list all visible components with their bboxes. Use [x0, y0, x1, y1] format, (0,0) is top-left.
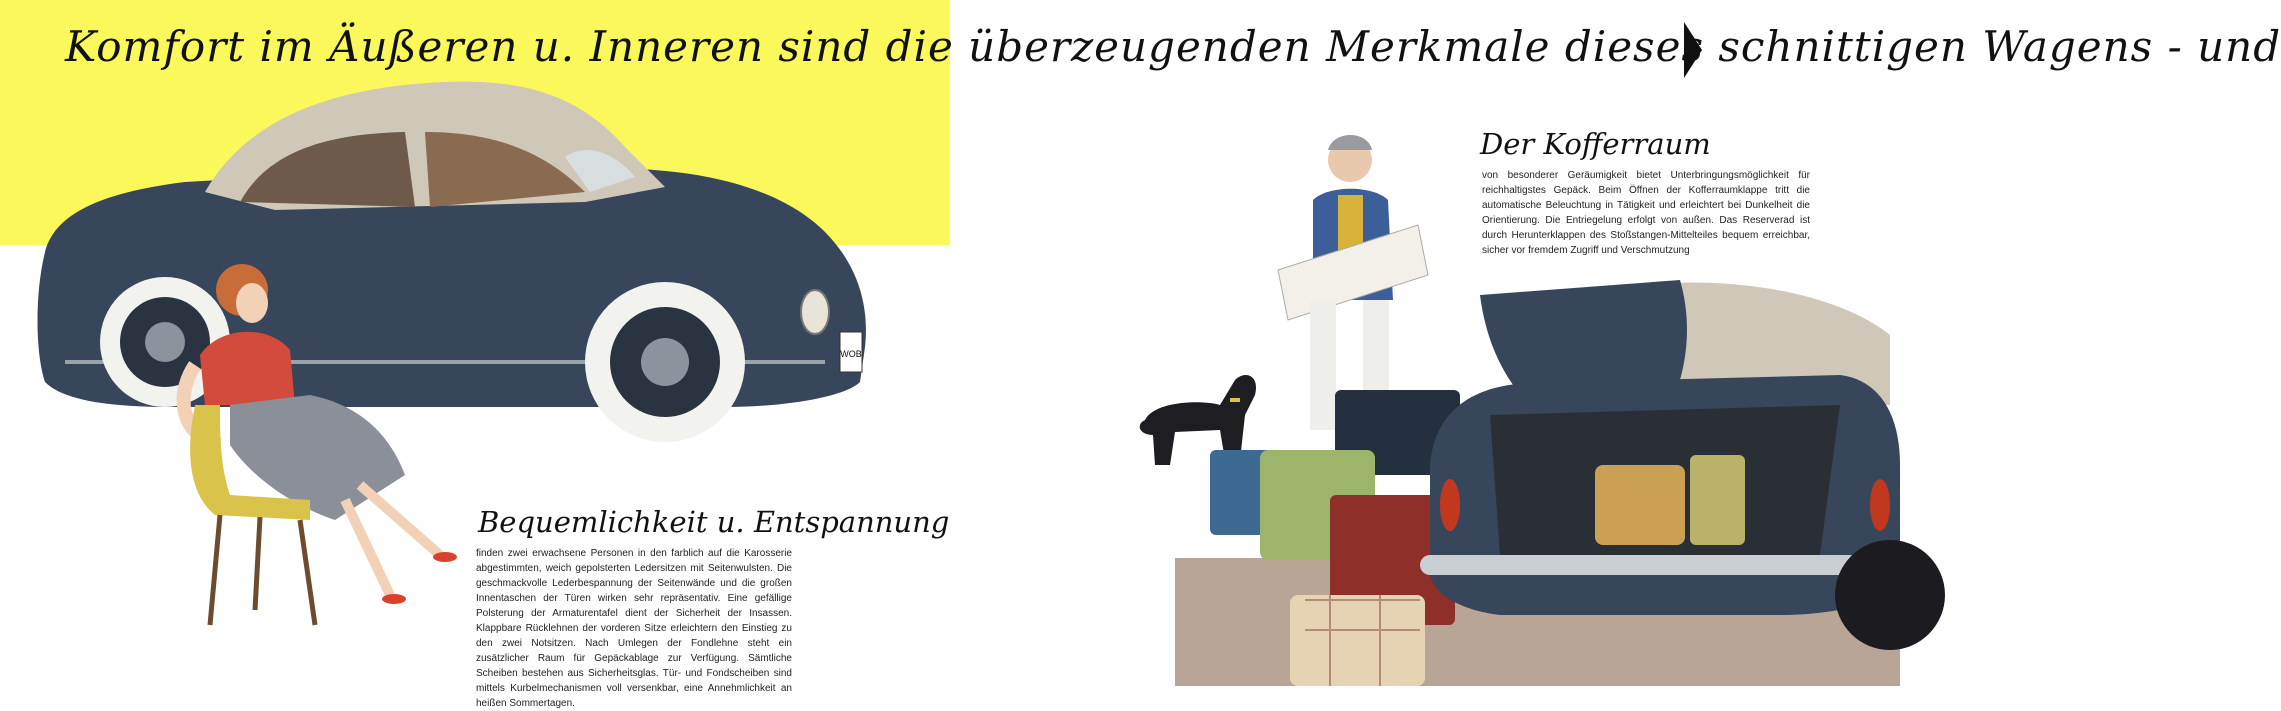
- left-section-heading: Bequemlichkeit u. Entspannung: [478, 505, 950, 539]
- left-section-body: finden zwei erwachsene Personen in den farblich auf die Karosserie abgestimmten, weich gepolsterten Ledersitzen mit Seitenwulsten. Die geschmackvolle Lederbespannung der Seitenwände und die großen Innentaschen der Türen wirken sehr repräsentativ. Eine gefällige Polsterung der Armaturentafel dient der Sicherheit der Insassen. Klappbare Rücklehnen der vorderen Sitze erleichtern den Einstieg zu den zwei Notsitzen. Nach Umlegen der Fondlehne steht ein zusätzlicher Raum für Gepäckablage zur Verfügung. Sämtliche Scheiben bestehen aus Sicherheitsglas. Tür- und Fondscheiben sind mittels Kurbelmechanismen voll versenkbar, eine Annehmlichkeit an heißen Sommertagen.: [476, 548, 792, 709]
- next-page-arrow-icon: [1684, 22, 1702, 78]
- coupe-car-illustration: [25, 62, 895, 492]
- car-rear-open-trunk-illustration: [1420, 255, 1900, 686]
- right-section-heading: Der Kofferraum: [1480, 127, 1711, 161]
- right-section-body: von besonderer Geräumigkeit bietet Unterbringungsmöglichkeit für reichhaltigstes Gepäck. Beim Öffnen der Kofferraumklappe tritt die automatische Beleuchtung in Tätigkeit und erleichtert bei Dunkelheit die Orientierung. Die Entriegelung erfolgt von außen. Das Reserverad ist durch Herunterklappen des Stoßstangen-Mittelteiles bequem erreichbar, sicher vor fremdem Zugriff und Verschmutzung: [1482, 170, 1810, 256]
- headline: Komfort im Äußeren u. Inneren sind die überzeugenden Merkmale dieses schnittigen Wagens - und: [65, 22, 2281, 71]
- woman-seated-illustration: [160, 255, 460, 635]
- license-plate: WOB: [840, 349, 862, 359]
